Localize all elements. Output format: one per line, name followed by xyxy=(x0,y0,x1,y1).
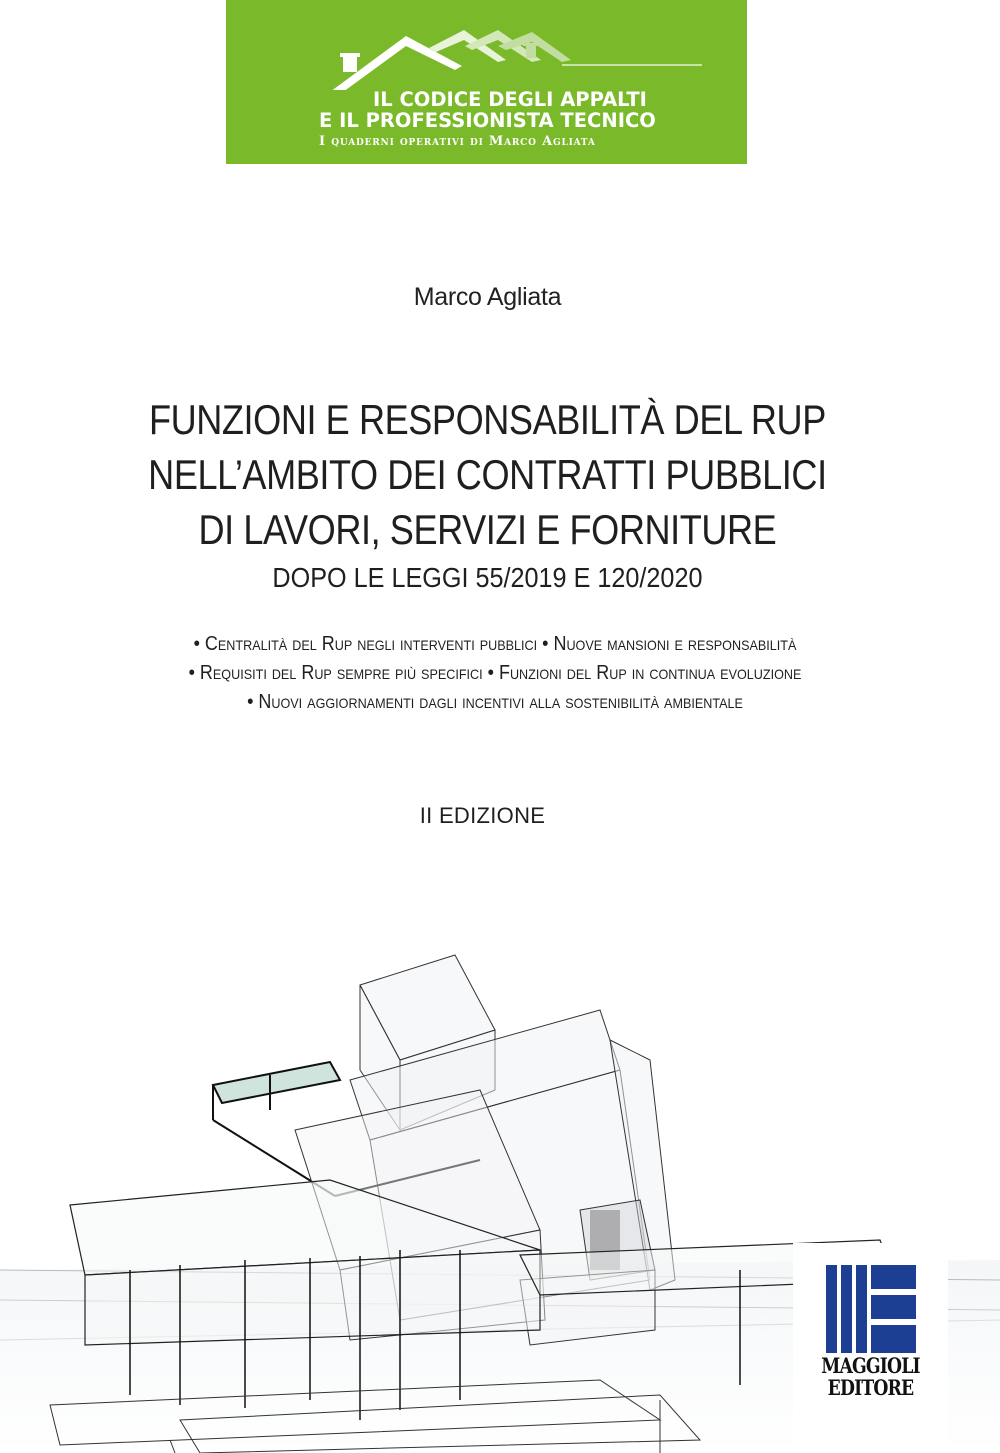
title-line: NELL’AMBITO DEI CONTRATTI PUBBLICI xyxy=(148,451,827,498)
bullet-line: • Nuovi aggiornamenti dagli incentivi alla sostenibilità ambientale xyxy=(247,691,743,713)
series-banner xyxy=(226,0,747,164)
book-title xyxy=(68,392,907,557)
publisher-name: MAGGIOLI xyxy=(821,1353,920,1378)
series-subtitle: I quaderni operativi di Marco Agliata xyxy=(319,134,596,149)
topic-bullets xyxy=(0,630,990,717)
series-title-line2: E IL PROFESSIONISTA TECNICO xyxy=(319,109,656,132)
bullet-line: • Centralità del Rup negli interventi pubblici • Nuove mansioni e responsabilità xyxy=(193,633,797,655)
publisher-logo xyxy=(793,1243,948,1453)
series-title-line1: IL CODICE DEGLI APPALTI xyxy=(373,88,647,111)
edition-label: II EDIZIONE xyxy=(419,803,546,828)
title-line: FUNZIONI E RESPONSABILITÀ DEL RUP xyxy=(148,396,826,443)
roofline-houses-icon xyxy=(226,0,747,90)
title-line: DI LAVORI, SERVIZI E FORNITURE xyxy=(198,506,777,553)
book-subtitle: DOPO LE LEGGI 55/2019 E 120/2020 xyxy=(272,562,703,593)
publisher-name-line2: EDITORE xyxy=(827,1375,914,1400)
bullet-line: • Requisiti del Rup sempre più specifici • Funzioni del Rup in continua evoluzione xyxy=(188,662,802,684)
author-name: Marco Agliata xyxy=(413,283,562,311)
maggioli-logo-icon xyxy=(826,1265,916,1353)
